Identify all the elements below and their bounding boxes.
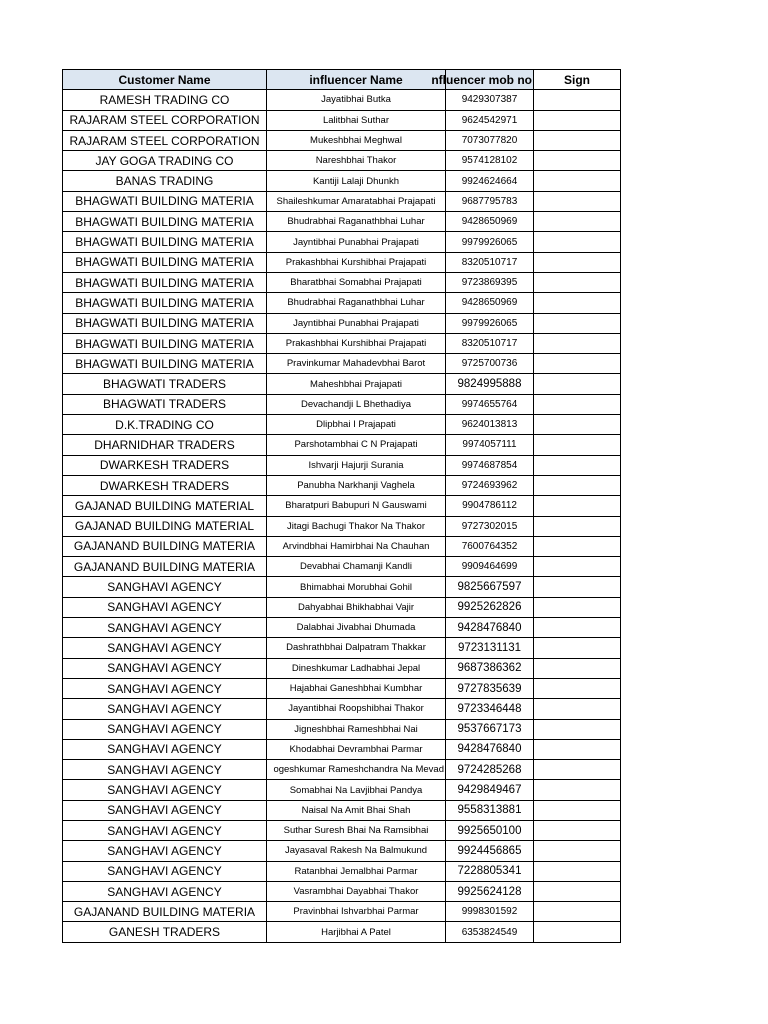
influencer-mobile-cell[interactable]: 8320510717 bbox=[446, 252, 534, 272]
influencer-name-cell[interactable]: Somabhai Na Lavjibhai Pandya bbox=[267, 780, 446, 800]
customer-name-cell[interactable]: BHAGWATI BUILDING MATERIA bbox=[63, 313, 267, 333]
influencer-mobile-cell[interactable]: 9979926065 bbox=[446, 232, 534, 252]
sign-cell[interactable] bbox=[534, 171, 621, 191]
table-row bbox=[63, 394, 621, 414]
header-customer-name[interactable]: Customer Name bbox=[63, 70, 267, 90]
sign-cell[interactable] bbox=[534, 333, 621, 353]
influencer-mobile-cell[interactable]: 7600764352 bbox=[446, 536, 534, 556]
influencer-name-cell[interactable]: Pravinbhai Ishvarbhai Parmar bbox=[267, 902, 446, 922]
table-body bbox=[63, 90, 621, 942]
sign-cell[interactable] bbox=[534, 780, 621, 800]
spreadsheet bbox=[62, 69, 621, 943]
influencer-mobile-cell[interactable]: 9904786112 bbox=[446, 496, 534, 516]
table-row bbox=[63, 739, 621, 759]
customer-name-cell[interactable]: SANGHAVI AGENCY bbox=[63, 780, 267, 800]
influencer-name-cell[interactable]: Harjibhai A Patel bbox=[267, 922, 446, 942]
customer-name-cell[interactable]: BHAGWATI BUILDING MATERIA bbox=[63, 212, 267, 232]
influencer-mobile-cell[interactable]: 9979926065 bbox=[446, 313, 534, 333]
customer-name-cell[interactable]: SANGHAVI AGENCY bbox=[63, 861, 267, 881]
influencer-name-cell[interactable]: Devachandji L Bhethadiya bbox=[267, 394, 446, 414]
customer-name-cell[interactable]: BHAGWATI BUILDING MATERIA bbox=[63, 191, 267, 211]
customer-name-cell[interactable]: RAJARAM STEEL CORPORATION bbox=[63, 110, 267, 130]
influencer-mobile-cell[interactable]: 9723131131 bbox=[446, 638, 534, 658]
influencer-mobile-cell[interactable]: 9687386362 bbox=[446, 658, 534, 678]
customer-name-cell[interactable]: SANGHAVI AGENCY bbox=[63, 800, 267, 820]
customer-name-cell[interactable]: BHAGWATI BUILDING MATERIA bbox=[63, 293, 267, 313]
influencer-name-cell[interactable]: Bharatpuri Babupuri N Gauswami bbox=[267, 496, 446, 516]
influencer-mobile-cell[interactable]: 9824995888 bbox=[446, 374, 534, 394]
influencer-mobile-cell[interactable]: 9974655764 bbox=[446, 394, 534, 414]
customer-name-cell[interactable]: GAJANAND BUILDING MATERIA bbox=[63, 536, 267, 556]
influencer-name-cell[interactable]: Jigneshbhai Rameshbhai Nai bbox=[267, 719, 446, 739]
customer-name-cell[interactable]: SANGHAVI AGENCY bbox=[63, 820, 267, 840]
customer-name-cell[interactable]: GANESH TRADERS bbox=[63, 922, 267, 942]
influencer-name-cell[interactable]: Lalitbhai Suthar bbox=[267, 110, 446, 130]
sign-cell[interactable] bbox=[534, 272, 621, 292]
customer-name-cell[interactable]: SANGHAVI AGENCY bbox=[63, 658, 267, 678]
table-row bbox=[63, 313, 621, 333]
sign-cell[interactable] bbox=[534, 536, 621, 556]
sign-cell[interactable] bbox=[534, 557, 621, 577]
table-row bbox=[63, 496, 621, 516]
sign-cell[interactable] bbox=[534, 313, 621, 333]
sign-cell[interactable] bbox=[534, 191, 621, 211]
influencer-mobile-cell[interactable]: 9723346448 bbox=[446, 699, 534, 719]
influencer-name-cell[interactable]: Jayasaval Rakesh Na Balmukund bbox=[267, 841, 446, 861]
influencer-name-cell[interactable]: Dlipbhai I Prajapati bbox=[267, 415, 446, 435]
table-row bbox=[63, 922, 621, 942]
influencer-mobile-cell[interactable]: 9428476840 bbox=[446, 739, 534, 759]
customer-name-cell[interactable]: BHAGWATI BUILDING MATERIA bbox=[63, 232, 267, 252]
sign-cell[interactable] bbox=[534, 820, 621, 840]
customer-name-cell[interactable]: BHAGWATI BUILDING MATERIA bbox=[63, 354, 267, 374]
influencer-name-cell[interactable]: Ishvarji Hajurji Surania bbox=[267, 455, 446, 475]
influencer-name-cell[interactable]: Suthar Suresh Bhai Na Ramsibhai bbox=[267, 820, 446, 840]
table-row bbox=[63, 841, 621, 861]
table-row bbox=[63, 820, 621, 840]
customer-name-cell[interactable]: BHAGWATI BUILDING MATERIA bbox=[63, 333, 267, 353]
influencer-name-cell[interactable]: Dineshkumar Ladhabhai Jepal bbox=[267, 658, 446, 678]
table-row bbox=[63, 374, 621, 394]
influencer-mobile-cell[interactable]: 9558313881 bbox=[446, 800, 534, 820]
table-row bbox=[63, 536, 621, 556]
sign-cell[interactable] bbox=[534, 739, 621, 759]
sign-cell[interactable] bbox=[534, 881, 621, 901]
influencer-name-cell[interactable]: Maheshbhai Prajapati bbox=[267, 374, 446, 394]
header-sign[interactable]: Sign bbox=[534, 70, 621, 90]
influencer-mobile-cell[interactable]: 9924456865 bbox=[446, 841, 534, 861]
customer-name-cell[interactable]: SANGHAVI AGENCY bbox=[63, 719, 267, 739]
influencer-mobile-cell[interactable]: 9537667173 bbox=[446, 719, 534, 739]
sign-cell[interactable] bbox=[534, 415, 621, 435]
table-row bbox=[63, 212, 621, 232]
sign-cell[interactable] bbox=[534, 577, 621, 597]
customer-name-cell[interactable]: GAJANAD BUILDING MATERIAL bbox=[63, 516, 267, 536]
table-row bbox=[63, 435, 621, 455]
influencer-mobile-cell[interactable]: 9727302015 bbox=[446, 516, 534, 536]
table-row bbox=[63, 455, 621, 475]
sign-cell[interactable] bbox=[534, 354, 621, 374]
influencer-mobile-cell[interactable]: 9925650100 bbox=[446, 820, 534, 840]
table-row bbox=[63, 293, 621, 313]
influencer-mobile-cell[interactable]: 9724285268 bbox=[446, 760, 534, 780]
influencer-name-cell[interactable]: Bharatbhai Somabhai Prajapati bbox=[267, 272, 446, 292]
table-row bbox=[63, 557, 621, 577]
sign-cell[interactable] bbox=[534, 597, 621, 617]
influencer-mobile-cell[interactable]: 9925624128 bbox=[446, 881, 534, 901]
sign-cell[interactable] bbox=[534, 618, 621, 638]
customer-name-cell[interactable]: DWARKESH TRADERS bbox=[63, 475, 267, 495]
influencer-mobile-cell[interactable]: 6353824549 bbox=[446, 922, 534, 942]
table-row bbox=[63, 861, 621, 881]
table-row bbox=[63, 760, 621, 780]
influencer-name-cell[interactable]: Bhudrabhai Raganathbhai Luhar bbox=[267, 293, 446, 313]
customer-name-cell[interactable]: SANGHAVI AGENCY bbox=[63, 881, 267, 901]
sign-cell[interactable] bbox=[534, 516, 621, 536]
sign-cell[interactable] bbox=[534, 902, 621, 922]
table-row bbox=[63, 191, 621, 211]
table-row bbox=[63, 902, 621, 922]
customer-name-cell[interactable]: SANGHAVI AGENCY bbox=[63, 618, 267, 638]
influencer-mobile-cell[interactable]: 9624542971 bbox=[446, 110, 534, 130]
influencer-mobile-cell[interactable]: 7228805341 bbox=[446, 861, 534, 881]
influencer-name-cell[interactable]: Ratanbhai Jemalbhai Parmar bbox=[267, 861, 446, 881]
influencer-name-cell[interactable]: Bhudrabhai Raganathbhai Luhar bbox=[267, 212, 446, 232]
customer-name-cell[interactable]: GAJANAND BUILDING MATERIA bbox=[63, 902, 267, 922]
sign-cell[interactable] bbox=[534, 719, 621, 739]
table-row bbox=[63, 151, 621, 171]
influencer-table bbox=[62, 69, 621, 943]
influencer-mobile-cell[interactable]: 9724693962 bbox=[446, 475, 534, 495]
table-row bbox=[63, 658, 621, 678]
influencer-mobile-cell[interactable]: 9998301592 bbox=[446, 902, 534, 922]
sign-cell[interactable] bbox=[534, 110, 621, 130]
customer-name-cell[interactable]: SANGHAVI AGENCY bbox=[63, 841, 267, 861]
table-row bbox=[63, 354, 621, 374]
table-row bbox=[63, 130, 621, 150]
customer-name-cell[interactable]: GAJANAND BUILDING MATERIA bbox=[63, 557, 267, 577]
influencer-mobile-cell[interactable]: 9825667597 bbox=[446, 577, 534, 597]
table-row bbox=[63, 415, 621, 435]
influencer-name-cell[interactable]: Dashrathbhai Dalpatram Thakkar bbox=[267, 638, 446, 658]
influencer-name-cell[interactable]: Bhimabhai Morubhai Gohil bbox=[267, 577, 446, 597]
influencer-mobile-cell[interactable]: 9429307387 bbox=[446, 90, 534, 110]
influencer-name-cell[interactable]: Jayantibhai Roopshibhai Thakor bbox=[267, 699, 446, 719]
influencer-name-cell[interactable]: Shaileshkumar Amaratabhai Prajapati bbox=[267, 191, 446, 211]
customer-name-cell[interactable]: SANGHAVI AGENCY bbox=[63, 597, 267, 617]
influencer-name-cell[interactable]: Prakashbhai Kurshibhai Prajapati bbox=[267, 333, 446, 353]
customer-name-cell[interactable]: RAMESH TRADING CO bbox=[63, 90, 267, 110]
influencer-name-cell[interactable]: Naisal Na Amit Bhai Shah bbox=[267, 800, 446, 820]
influencer-mobile-cell[interactable]: 9924624664 bbox=[446, 171, 534, 191]
table-row bbox=[63, 638, 621, 658]
influencer-mobile-cell[interactable]: 9687795783 bbox=[446, 191, 534, 211]
influencer-name-cell[interactable]: Jayntibhai Punabhai Prajapati bbox=[267, 313, 446, 333]
influencer-name-cell[interactable]: Devabhai Chamanji Kandli bbox=[267, 557, 446, 577]
customer-name-cell[interactable]: SANGHAVI AGENCY bbox=[63, 577, 267, 597]
sign-cell[interactable] bbox=[534, 861, 621, 881]
customer-name-cell[interactable]: SANGHAVI AGENCY bbox=[63, 760, 267, 780]
customer-name-cell[interactable]: SANGHAVI AGENCY bbox=[63, 638, 267, 658]
table-row bbox=[63, 577, 621, 597]
influencer-name-cell[interactable]: Jayntibhai Punabhai Prajapati bbox=[267, 232, 446, 252]
sign-cell[interactable] bbox=[534, 800, 621, 820]
customer-name-cell[interactable]: DWARKESH TRADERS bbox=[63, 455, 267, 475]
sign-cell[interactable] bbox=[534, 151, 621, 171]
sign-cell[interactable] bbox=[534, 435, 621, 455]
customer-name-cell[interactable]: DHARNIDHAR TRADERS bbox=[63, 435, 267, 455]
header-influencer-name[interactable]: influencer Name bbox=[267, 70, 446, 90]
header-row bbox=[63, 70, 621, 90]
influencer-name-cell[interactable]: Dalabhai Jivabhai Dhumada bbox=[267, 618, 446, 638]
customer-name-cell[interactable]: BHAGWATI BUILDING MATERIA bbox=[63, 252, 267, 272]
influencer-mobile-cell[interactable]: 9974687854 bbox=[446, 455, 534, 475]
influencer-name-cell[interactable] bbox=[267, 760, 446, 780]
sign-cell[interactable] bbox=[534, 496, 621, 516]
influencer-mobile-cell[interactable]: 9725700736 bbox=[446, 354, 534, 374]
table-row bbox=[63, 699, 621, 719]
sign-cell[interactable] bbox=[534, 90, 621, 110]
sign-cell[interactable] bbox=[534, 475, 621, 495]
table-row bbox=[63, 90, 621, 110]
influencer-mobile-cell[interactable]: 9723869395 bbox=[446, 272, 534, 292]
sign-cell[interactable] bbox=[534, 212, 621, 232]
table-row bbox=[63, 516, 621, 536]
sign-cell[interactable] bbox=[534, 130, 621, 150]
customer-name-cell[interactable]: SANGHAVI AGENCY bbox=[63, 678, 267, 698]
sign-cell[interactable] bbox=[534, 374, 621, 394]
influencer-name-cell[interactable]: Jitagi Bachugi Thakor Na Thakor bbox=[267, 516, 446, 536]
header-mobile-text: nfluencer mob no bbox=[431, 72, 532, 87]
sign-cell[interactable] bbox=[534, 678, 621, 698]
sign-cell[interactable] bbox=[534, 293, 621, 313]
influencer-name-cell[interactable]: Kantiji Lalaji Dhunkh bbox=[267, 171, 446, 191]
influencer-name-cell[interactable]: Arvindbhai Hamirbhai Na Chauhan bbox=[267, 536, 446, 556]
influencer-name-cell[interactable]: Parshotambhai C N Prajapati bbox=[267, 435, 446, 455]
influencer-mobile-cell[interactable]: 9974057111 bbox=[446, 435, 534, 455]
customer-name-cell[interactable]: RAJARAM STEEL CORPORATION bbox=[63, 130, 267, 150]
sign-cell[interactable] bbox=[534, 841, 621, 861]
sign-cell[interactable] bbox=[534, 658, 621, 678]
table-row bbox=[63, 333, 621, 353]
table-row bbox=[63, 252, 621, 272]
table-row bbox=[63, 272, 621, 292]
sign-cell[interactable] bbox=[534, 394, 621, 414]
table-row bbox=[63, 232, 621, 252]
influencer-mobile-cell[interactable]: 9925262826 bbox=[446, 597, 534, 617]
customer-name-cell[interactable]: GAJANAD BUILDING MATERIAL bbox=[63, 496, 267, 516]
table-row bbox=[63, 110, 621, 130]
influencer-mobile-cell[interactable]: 9909464699 bbox=[446, 557, 534, 577]
table-row bbox=[63, 678, 621, 698]
influencer-mobile-cell[interactable]: 9428650969 bbox=[446, 212, 534, 232]
customer-name-cell[interactable]: SANGHAVI AGENCY bbox=[63, 699, 267, 719]
customer-name-cell[interactable]: BANAS TRADING bbox=[63, 171, 267, 191]
influencer-mobile-cell[interactable]: 9429849467 bbox=[446, 780, 534, 800]
influencer-mobile-cell[interactable]: 9428476840 bbox=[446, 618, 534, 638]
influencer-mobile-cell[interactable]: 7073077820 bbox=[446, 130, 534, 150]
customer-name-cell[interactable]: SANGHAVI AGENCY bbox=[63, 739, 267, 759]
customer-name-cell[interactable]: BHAGWATI BUILDING MATERIA bbox=[63, 272, 267, 292]
influencer-mobile-cell[interactable]: 9574128102 bbox=[446, 151, 534, 171]
table-row bbox=[63, 475, 621, 495]
sign-cell[interactable] bbox=[534, 455, 621, 475]
sign-cell[interactable] bbox=[534, 699, 621, 719]
influencer-name-cell[interactable]: Hajabhai Ganeshbhai Kumbhar bbox=[267, 678, 446, 698]
influencer-name-cell[interactable]: Khodabhai Devrambhai Parmar bbox=[267, 739, 446, 759]
table-row bbox=[63, 597, 621, 617]
sign-cell[interactable] bbox=[534, 638, 621, 658]
influencer-mobile-cell[interactable]: 9624013813 bbox=[446, 415, 534, 435]
sign-cell[interactable] bbox=[534, 760, 621, 780]
influencer-name-cell[interactable]: Prakashbhai Kurshibhai Prajapati bbox=[267, 252, 446, 272]
influencer-mobile-cell[interactable]: 9428650969 bbox=[446, 293, 534, 313]
influencer-mobile-cell[interactable]: 8320510717 bbox=[446, 333, 534, 353]
customer-name-cell[interactable]: D.K.TRADING CO bbox=[63, 415, 267, 435]
table-row bbox=[63, 719, 621, 739]
influencer-name-cell[interactable]: Jayatibhai Butka bbox=[267, 90, 446, 110]
influencer-name-cell[interactable]: Mukeshbhai Meghwal bbox=[267, 130, 446, 150]
influencer-mobile-cell[interactable]: 9727835639 bbox=[446, 678, 534, 698]
table-row bbox=[63, 780, 621, 800]
customer-name-cell[interactable]: JAY GOGA TRADING CO bbox=[63, 151, 267, 171]
sign-cell[interactable] bbox=[534, 232, 621, 252]
header-influencer-mobile[interactable] bbox=[431, 70, 534, 90]
sign-cell[interactable] bbox=[534, 252, 621, 272]
table-row bbox=[63, 800, 621, 820]
table-row bbox=[63, 881, 621, 901]
table-row bbox=[63, 171, 621, 191]
influencer-name-cell[interactable]: Pravinkumar Mahadevbhai Barot bbox=[267, 354, 446, 374]
influencer-name-cell[interactable]: Nareshbhai Thakor bbox=[267, 151, 446, 171]
sign-cell[interactable] bbox=[534, 922, 621, 942]
table-row bbox=[63, 618, 621, 638]
influencer-name-text: ogeshkumar Rameshchandra Na Mevad bbox=[273, 764, 444, 776]
influencer-name-cell[interactable]: Dahyabhai Bhikhabhai Vajir bbox=[267, 597, 446, 617]
customer-name-cell[interactable]: BHAGWATI TRADERS bbox=[63, 374, 267, 394]
influencer-name-cell[interactable]: Vasrambhai Dayabhai Thakor bbox=[267, 881, 446, 901]
influencer-name-cell[interactable]: Panubha Narkhanji Vaghela bbox=[267, 475, 446, 495]
customer-name-cell[interactable]: BHAGWATI TRADERS bbox=[63, 394, 267, 414]
